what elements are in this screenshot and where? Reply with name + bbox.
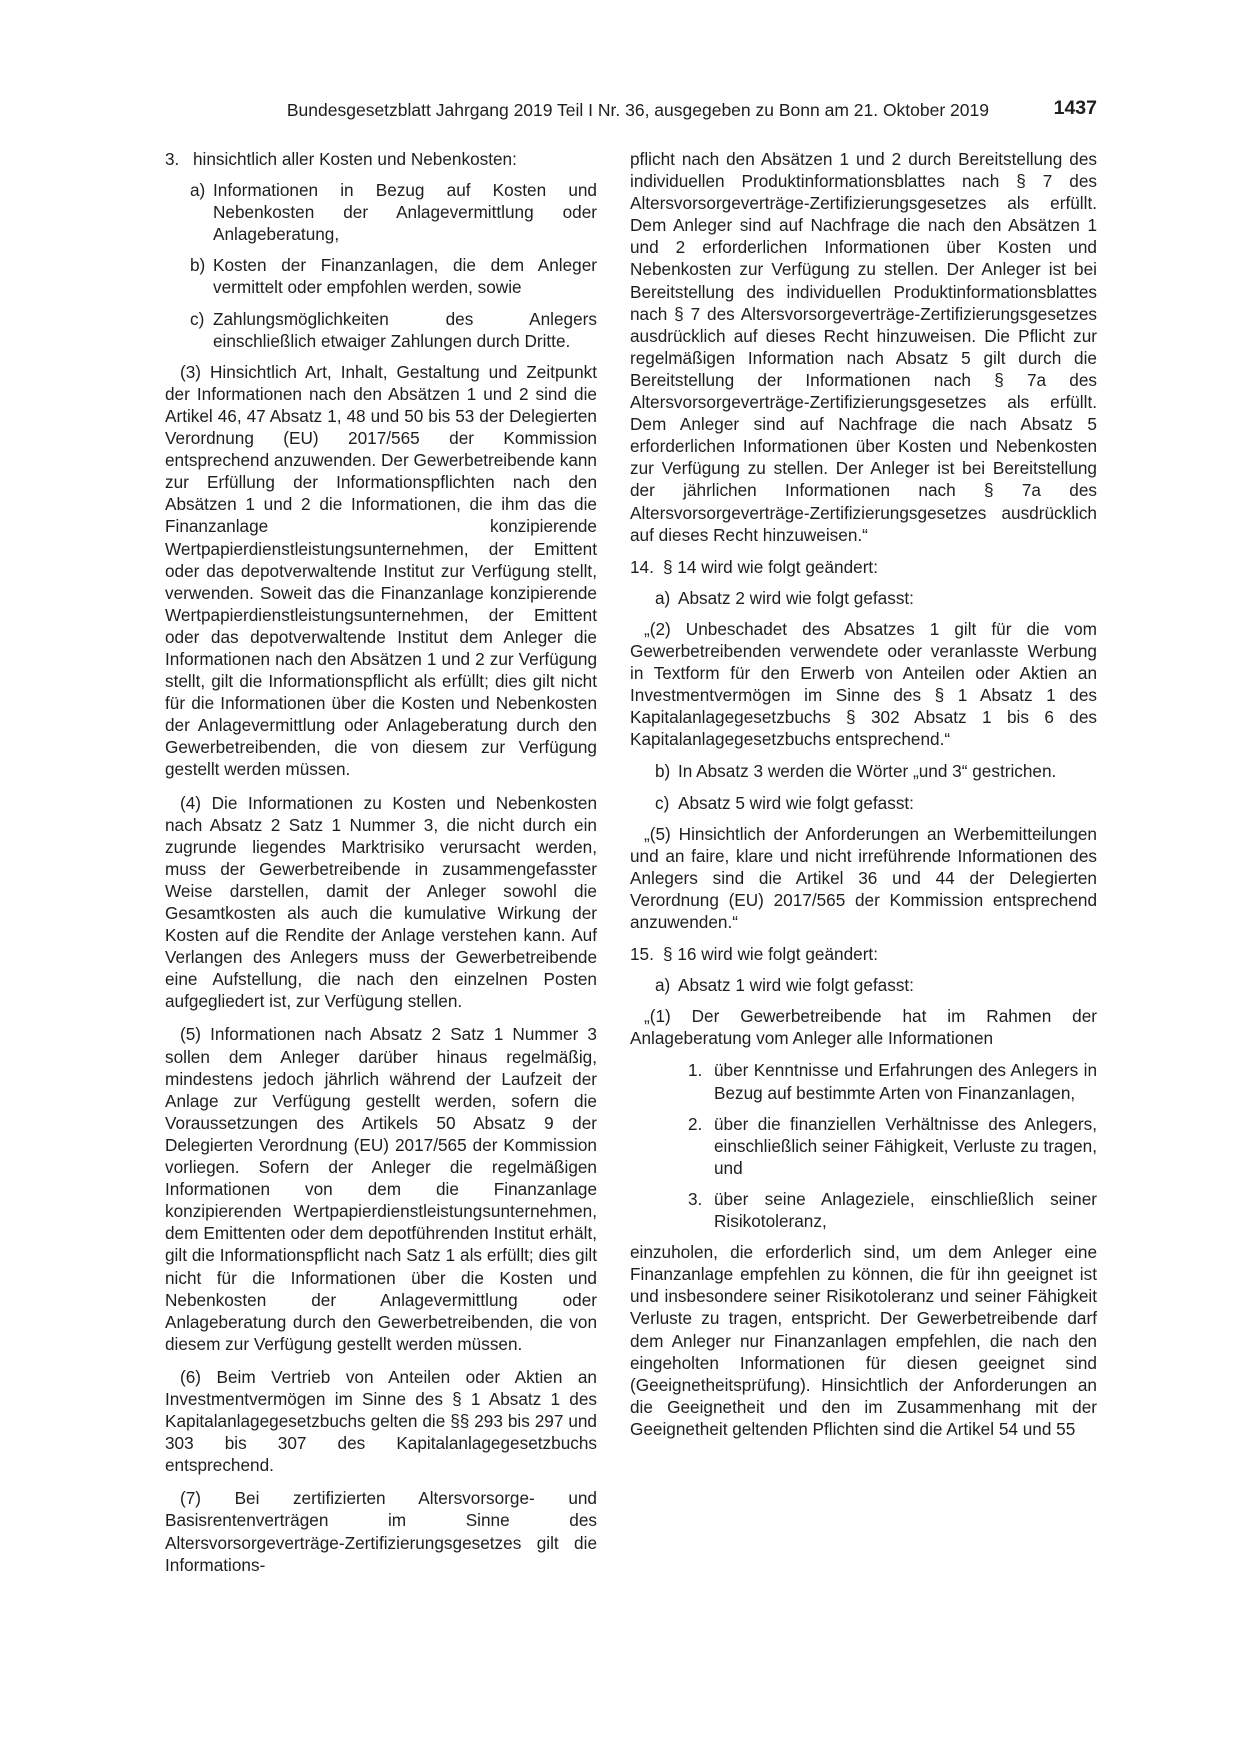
sub-item-a	[655, 974, 1097, 996]
item-marker: 3.	[688, 1188, 703, 1209]
numbered-item-1	[688, 1059, 1097, 1103]
sub-item-c	[655, 792, 1097, 814]
quoted-text: „(1) Der Gewerbetreibende hat im Rahmen der Anlageberatung vom Anleger alle Informationen	[630, 1006, 1097, 1049]
paragraph-after-list: einzuholen, die erforderlich sind, um dem Anleger eine Finanzanlage empfehlen zu können, die für ihn geeignet ist und insbesondere seiner Risikotoleranz und seiner Fähigkeit Verluste zu tragen, entspricht. Der Gewerbetreibende darf dem Anleger nur Finanzanlagen empfehlen, die nach den eingeholten Informationen für diesen geeignet sind (Geeignetheitsprüfung). Hinsichtlich der Anforderungen an die Geeignetheit und den im Zusammenhang mit der Geeignetheit geltenden Pflichten sind die Artikel 54 und 55	[630, 1242, 1097, 1439]
left-column	[165, 148, 597, 1587]
item-text: § 14 wird wie folgt geändert:	[663, 556, 878, 577]
paragraph-7-continuation: pflicht nach den Absätzen 1 und 2 durch Bereitstellung des individuellen Produktinformationsblattes nach § 7 des Altersvorsorgeverträge-Zertifizierungsgesetzes als erfüllt. Dem Anleger sind auf Nachfrage die nach den Absätzen 1 und 2 erforderlichen Informationen über Kosten und Nebenkosten zur Verfügung zu stellen. Der Anleger ist bei Bereitstellung des individuellen Produktinformationsblattes nach § 7 des Altersvorsorgeverträge-Zertifizierungsgesetzes ausdrücklich auf dieses Recht hinzuweisen. Die Pflicht zur regelmäßigen Information nach Absatz 5 gilt durch die Bereitstellung der Informationen nach § 7a des Altersvorsorgeverträge-Zertifizierungsgesetzes als erfüllt. Dem Anleger sind auf Nachfrage die nach Absatz 5 erforderlichen Informationen über Kosten und Nebenkosten zur Verfügung zu stellen. Der Anleger ist bei Bereitstellung der jährlichen Informationen nach § 7a des Altersvorsorgeverträge-Zertifizierungsgesetzes ausdrücklich auf dieses Recht hinzuweisen.“	[630, 149, 1097, 545]
sub-item-b	[655, 760, 1097, 782]
quoted-text: „(2) Unbeschadet des Absatzes 1 gilt für die vom Gewerbetreibenden verwendete oder veranlasste Werbung in Textform für den Erwerb von Anteilen oder Aktien an Investmentvermögen im Sinne des § 1 Absatz 1 des Kapitalanlagegesetzbuchs § 302 Absatz 1 bis 6 des Kapitalanlagegesetzbuchs entsprechend.“	[630, 618, 1097, 750]
item-marker: a)	[655, 975, 671, 996]
sub-item-a	[655, 587, 1097, 609]
item-text: Absatz 1 wird wie folgt gefasst:	[678, 975, 914, 996]
item-marker: 1.	[688, 1060, 703, 1081]
item-text: Kosten der Finanzanlagen, die dem Anleger vermittelt oder empfohlen werden, sowie	[213, 255, 597, 298]
numbered-item-3	[688, 1188, 1097, 1232]
paragraph-5: (5) Informationen nach Absatz 2 Satz 1 Nummer 3 sollen dem Anleger darüber hinaus regelmäßig, mindestens jedoch jährlich während der Laufzeit der Anlage zur Verfügung gestellt werden, sofern die Voraussetzungen des Artikels 50 Absatz 9 der Delegierten Verordnung (EU) 2017/565 der Kommission vorliegen. Sofern der Anleger die regelmäßigen Informationen von dem die Finanzanlage konzipierenden Wertpapierdienstleistungsunternehmen, dem Emittenten oder dem depotführenden Institut erhält, gilt die Informationspflicht nach Satz 1 als erfüllt; dies gilt nicht für die Informationen über die Kosten und Nebenkosten der Anlagevermittlung oder Anlageberatung durch den Gewerbetreibenden, die von diesem zur Verfügung gestellt werden müssen.	[165, 1024, 597, 1354]
gazette-title: Bundesgesetzblatt Jahrgang 2019 Teil I Nr. 36, ausgegeben zu Bonn am 21. Oktober 2019	[286, 100, 989, 120]
list-item-3	[165, 148, 597, 170]
list-item-14	[630, 556, 1097, 578]
right-column	[630, 148, 1097, 1440]
quoted-text: „(5) Hinsichtlich der Anforderungen an Werbemitteilungen und an faire, klare und nicht irreführende Informationen des Anlegers sind die Artikel 36 und 44 der Delegierten Verordnung (EU) 2017/565 der Kommission entsprechend anzuwenden.“	[630, 823, 1097, 932]
sub-item-b	[190, 254, 597, 298]
item-marker: a)	[655, 587, 671, 608]
item-text: Informationen in Bezug auf Kosten und Nebenkosten der Anlagevermittlung oder Anlageberatung,	[213, 180, 597, 245]
item-text: über Kenntnisse und Erfahrungen des Anlegers in Bezug auf bestimmte Arten von Finanzanlagen,	[714, 1060, 1097, 1103]
item-text: über die finanziellen Verhältnisse des Anlegers, einschließlich seiner Fähigkeit, Verluste zu tragen, und	[714, 1113, 1097, 1178]
item-marker: c)	[655, 792, 670, 813]
page-number: 1437	[1053, 97, 1097, 119]
sub-item-c	[190, 308, 597, 352]
page-header	[165, 97, 1097, 127]
sub-item-a	[190, 179, 597, 245]
item-text: Zahlungsmöglichkeiten des Anlegers einschließlich etwaiger Zahlungen durch Dritte.	[213, 308, 597, 351]
paragraph-4: (4) Die Informationen zu Kosten und Nebenkosten nach Absatz 2 Satz 1 Nummer 3, die nicht durch ein zugrunde liegendes Marktrisiko verursacht werden, muss der Gewerbetreibende in zusammengefasster Weise darstellen, damit der Anleger sowohl die Gesamtkosten als auch die kumulative Wirkung der Kosten auf die Rendite der Anlage verstehen kann. Auf Verlangen des Anlegers muss der Gewerbetreibende eine Aufstellung, die nach den einzelnen Posten aufgegliedert ist, zur Verfügung stellen.	[165, 792, 597, 1012]
paragraph-6: (6) Beim Vertrieb von Anteilen oder Aktien an Investmentvermögen im Sinne des § 1 Absatz 1 des Kapitalanlagegesetzbuchs gelten die §§ 293 bis 297 und 303 bis 307 des Kapitalanlagegesetzbuchs entsprechend.	[165, 1366, 597, 1476]
item-text: hinsichtlich aller Kosten und Nebenkosten:	[193, 149, 517, 169]
item-text: über seine Anlageziele, einschließlich seiner Risikotoleranz,	[714, 1188, 1097, 1232]
item-marker: 2.	[688, 1113, 703, 1134]
numbered-item-2	[688, 1113, 1097, 1179]
paragraph-7: (7) Bei zertifizierten Altersvorsorge- und Basisrentenverträgen im Sinne des Altersvorsorgeverträge-Zertifizierungsgesetzes gilt die Informations-	[165, 1488, 597, 1575]
item-text: Absatz 2 wird wie folgt gefasst:	[678, 587, 914, 608]
item-marker: a)	[190, 180, 206, 201]
item-marker: b)	[655, 761, 671, 782]
item-marker: 14.	[630, 556, 654, 577]
item-text: § 16 wird wie folgt geändert:	[663, 944, 878, 965]
item-marker: c)	[190, 308, 205, 329]
item-marker: b)	[190, 255, 206, 276]
paragraph-3: (3) Hinsichtlich Art, Inhalt, Gestaltung und Zeitpunkt der Informationen nach den Absätzen 1 und 2 sind die Artikel 46, 47 Absatz 1, 48 und 50 bis 53 der Delegierten Verordnung (EU) 2017/565 der Kommission entsprechend anzuwenden. Der Gewerbetreibende kann zur Erfüllung der Informationspflichten nach den Absätzen 1 und 2 die Informationen, die ihm das die Finanzanlage konzipierende Wertpapierdienstleistungsunternehmen, der Emittent oder das depotverwaltende Institut zur Verfügung stellt, verwenden. Soweit das die Finanzanlage konzipierende Wertpapierdienstleistungsunternehmen, der Emittent oder das depotverwaltende Institut dem Anleger die Informationen nach den Absätzen 1 und 2 zur Verfügung stellt, gilt die Informationspflicht als erfüllt; dies gilt nicht für die Informationen über die Kosten und Nebenkosten der Anlagevermittlung oder Anlageberatung durch den Gewerbetreibenden, die von diesem zur Verfügung gestellt werden müssen.	[165, 361, 597, 780]
item-text: Absatz 5 wird wie folgt gefasst:	[678, 792, 914, 813]
item-marker: 15.	[630, 944, 654, 965]
list-item-15	[630, 943, 1097, 965]
item-marker: 3.	[165, 149, 180, 169]
item-text: In Absatz 3 werden die Wörter „und 3“ gestrichen.	[678, 761, 1057, 782]
